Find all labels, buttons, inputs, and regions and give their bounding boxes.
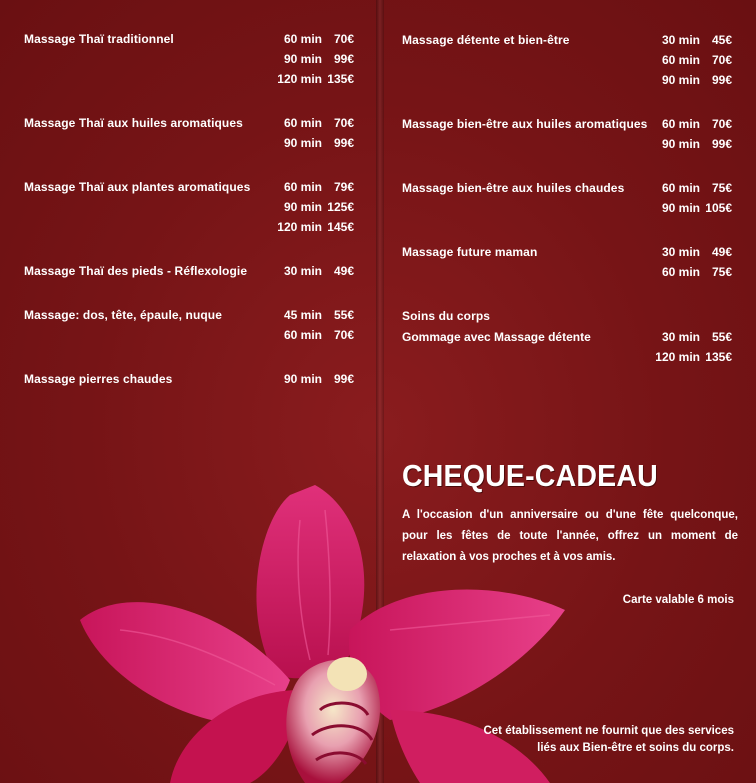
price-amount: 70€ bbox=[711, 117, 732, 131]
price-list bbox=[642, 117, 732, 157]
service-name: Massage Thaï aux huiles aromatiques bbox=[24, 116, 243, 130]
duration: 60 min bbox=[283, 180, 322, 194]
price-list bbox=[642, 33, 732, 93]
price-row bbox=[268, 328, 354, 348]
price-list bbox=[642, 245, 732, 285]
price-list bbox=[268, 372, 354, 392]
price-amount: 75€ bbox=[711, 265, 732, 279]
duration: 60 min bbox=[283, 32, 322, 46]
price-amount: 70€ bbox=[333, 116, 354, 130]
price-row bbox=[268, 32, 354, 52]
service-name: Massage future maman bbox=[402, 245, 538, 259]
price-list bbox=[268, 308, 354, 348]
price-list bbox=[268, 116, 354, 156]
gift-voucher-description: A l'occasion d'un anniversaire ou d'une fête quelconque, pour les fêtes de toute l'année, offrez un moment de relaxation à vos proches et à vos amis. bbox=[402, 509, 738, 563]
price-amount: 135€ bbox=[327, 72, 354, 86]
price-amount: 70€ bbox=[333, 328, 354, 342]
price-amount: 145€ bbox=[327, 220, 354, 234]
price-amount: 135€ bbox=[705, 350, 732, 364]
service-name: Massage bien-être aux huiles aromatiques bbox=[402, 117, 648, 131]
price-amount: 105€ bbox=[705, 201, 732, 215]
price-row bbox=[642, 181, 732, 201]
price-amount: 49€ bbox=[711, 245, 732, 259]
price-row bbox=[642, 33, 732, 53]
gift-validity-note: Carte valable 6 mois bbox=[622, 594, 734, 606]
duration: 30 min bbox=[661, 245, 700, 259]
duration: 90 min bbox=[283, 372, 322, 386]
duration: 90 min bbox=[661, 73, 700, 87]
service-name: Massage pierres chaudes bbox=[24, 372, 173, 386]
duration: 45 min bbox=[283, 308, 322, 322]
price-list bbox=[268, 32, 354, 92]
service-subname: Gommage avec Massage détente bbox=[402, 330, 591, 344]
duration: 90 min bbox=[283, 200, 322, 214]
price-list bbox=[642, 330, 732, 370]
price-amount: 99€ bbox=[333, 52, 354, 66]
price-row bbox=[268, 180, 354, 200]
duration: 60 min bbox=[283, 328, 322, 342]
duration: 60 min bbox=[283, 116, 322, 130]
price-list bbox=[642, 181, 732, 221]
duration: 60 min bbox=[661, 265, 700, 279]
service-name: Massage: dos, tête, épaule, nuque bbox=[24, 308, 223, 322]
duration: 30 min bbox=[661, 33, 700, 47]
price-list bbox=[268, 180, 354, 240]
duration: 30 min bbox=[661, 330, 700, 344]
duration: 90 min bbox=[661, 201, 700, 215]
price-row bbox=[268, 264, 354, 284]
price-amount: 99€ bbox=[333, 136, 354, 150]
price-amount: 55€ bbox=[333, 308, 354, 322]
duration: 90 min bbox=[283, 52, 322, 66]
duration: 120 min bbox=[277, 220, 322, 234]
price-row bbox=[268, 72, 354, 92]
price-row bbox=[268, 52, 354, 72]
price-row bbox=[268, 308, 354, 328]
price-row bbox=[642, 330, 732, 350]
price-row bbox=[642, 245, 732, 265]
price-amount: 99€ bbox=[711, 137, 732, 151]
service-name: Massage détente et bien-être bbox=[402, 33, 570, 47]
service-name: Massage Thaï des pieds - Réflexologie bbox=[24, 264, 248, 278]
price-row bbox=[642, 265, 732, 285]
duration: 60 min bbox=[661, 53, 700, 67]
price-amount: 55€ bbox=[711, 330, 732, 344]
duration: 120 min bbox=[655, 350, 700, 364]
price-row bbox=[642, 201, 732, 221]
price-amount: 75€ bbox=[711, 181, 732, 195]
service-name: Massage Thaï aux plantes aromatiques bbox=[24, 180, 251, 194]
price-row bbox=[268, 220, 354, 240]
price-row bbox=[642, 350, 732, 370]
price-row bbox=[642, 53, 732, 73]
price-row bbox=[642, 73, 732, 93]
price-row bbox=[642, 117, 732, 137]
gift-voucher-title: CHEQUE-CADEAU bbox=[402, 458, 658, 493]
establishment-notice: Cet établissement ne fournit que des services liés aux Bien-être et soins du corps. bbox=[483, 725, 734, 754]
duration: 90 min bbox=[283, 136, 322, 150]
price-amount: 70€ bbox=[711, 53, 732, 67]
price-row bbox=[268, 372, 354, 392]
price-amount: 49€ bbox=[333, 264, 354, 278]
price-amount: 45€ bbox=[711, 33, 732, 47]
price-row bbox=[268, 116, 354, 136]
duration: 60 min bbox=[661, 117, 700, 131]
duration: 60 min bbox=[661, 181, 700, 195]
price-amount: 70€ bbox=[333, 32, 354, 46]
price-amount: 99€ bbox=[333, 372, 354, 386]
service-name: Massage Thaï traditionnel bbox=[24, 32, 174, 46]
price-amount: 79€ bbox=[333, 180, 354, 194]
duration: 30 min bbox=[283, 264, 322, 278]
price-row bbox=[268, 200, 354, 220]
price-amount: 125€ bbox=[327, 200, 354, 214]
duration: 90 min bbox=[661, 137, 700, 151]
duration: 120 min bbox=[277, 72, 322, 86]
service-name: Soins du corps bbox=[402, 309, 491, 323]
price-list bbox=[268, 264, 354, 284]
service-name: Massage bien-être aux huiles chaudes bbox=[402, 181, 625, 195]
price-row bbox=[268, 136, 354, 156]
price-row bbox=[642, 137, 732, 157]
price-amount: 99€ bbox=[711, 73, 732, 87]
